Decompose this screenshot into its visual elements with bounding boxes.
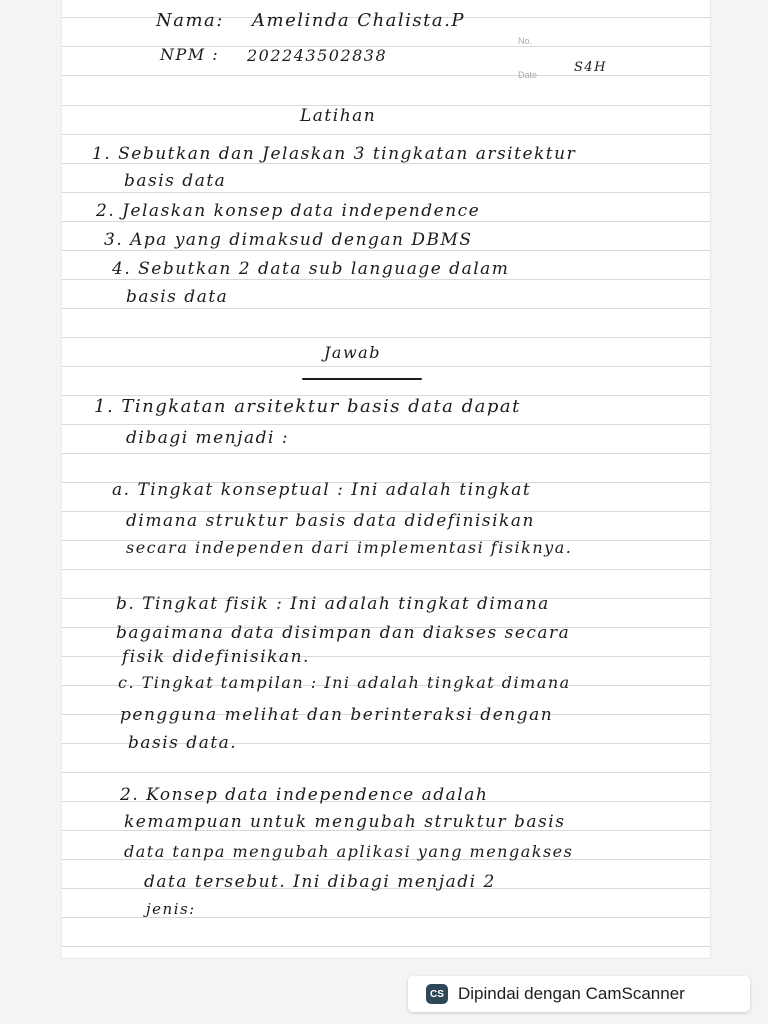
q3: 3. Apa yang dimaksud dengan DBMS [104,230,473,250]
answer1c-line2: pengguna melihat dan berinteraksi dengan [120,705,554,725]
jawab-title: Jawab [324,343,381,362]
page-code: S4H [574,60,608,75]
answer2-line2: kemampuan untuk mengubah struktur basis [124,812,566,832]
camscanner-icon: CS [426,984,448,1004]
answer1b-line3: fisik didefinisikan. [122,647,310,667]
answer1a-line2: dimana struktur basis data didefinisikan [126,511,535,531]
date-label: Date [518,70,538,80]
nama-label: Nama: [156,10,224,31]
answer1c-line1: c. Tingkat tampilan : Ini adalah tingkat dimana [118,673,571,692]
answer2-line4: data tersebut. Ini dibagi menjadi 2 [144,872,496,892]
q2: 2. Jelaskan konsep data independence [96,201,481,221]
jawab-underline [302,378,422,380]
answer1c-line3: basis data. [128,733,238,753]
answer2-line3: data tanpa mengubah aplikasi yang mengakses [124,842,574,861]
q4-line2: basis data [126,287,229,307]
answer1a-line3: secara independen dari implementasi fisiknya. [126,538,573,557]
answer2-line1: 2. Konsep data independence adalah [120,785,489,805]
notebook-page [62,0,710,958]
answer1a-line1: a. Tingkat konseptual : Ini adalah tingkat [112,480,532,500]
npm-label: NPM : [160,45,220,64]
answer1b-line1: b. Tingkat fisik : Ini adalah tingkat dimana [116,594,550,614]
npm-value: 202243502838 [247,46,388,65]
answer2-line5: jenis: [146,900,196,918]
answer1-line1: 1. Tingkatan arsitektur basis data dapat [94,396,521,417]
nama-value: Amelinda Chalista.P [252,10,465,31]
answer1b-line2: bagaimana data disimpan dan diakses secara [116,623,571,643]
q1-line2: basis data [124,171,227,191]
q4-line1: 4. Sebutkan 2 data sub language dalam [112,259,510,279]
camscanner-watermark [408,976,750,1012]
latihan-title: Latihan [300,106,377,126]
no-label: No. [518,36,533,46]
answer1-line2: dibagi menjadi : [126,428,290,448]
q1-line1: 1. Sebutkan dan Jelaskan 3 tingkatan arsitektur [92,144,577,164]
watermark-text: Dipindai dengan CamScanner [458,984,685,1003]
